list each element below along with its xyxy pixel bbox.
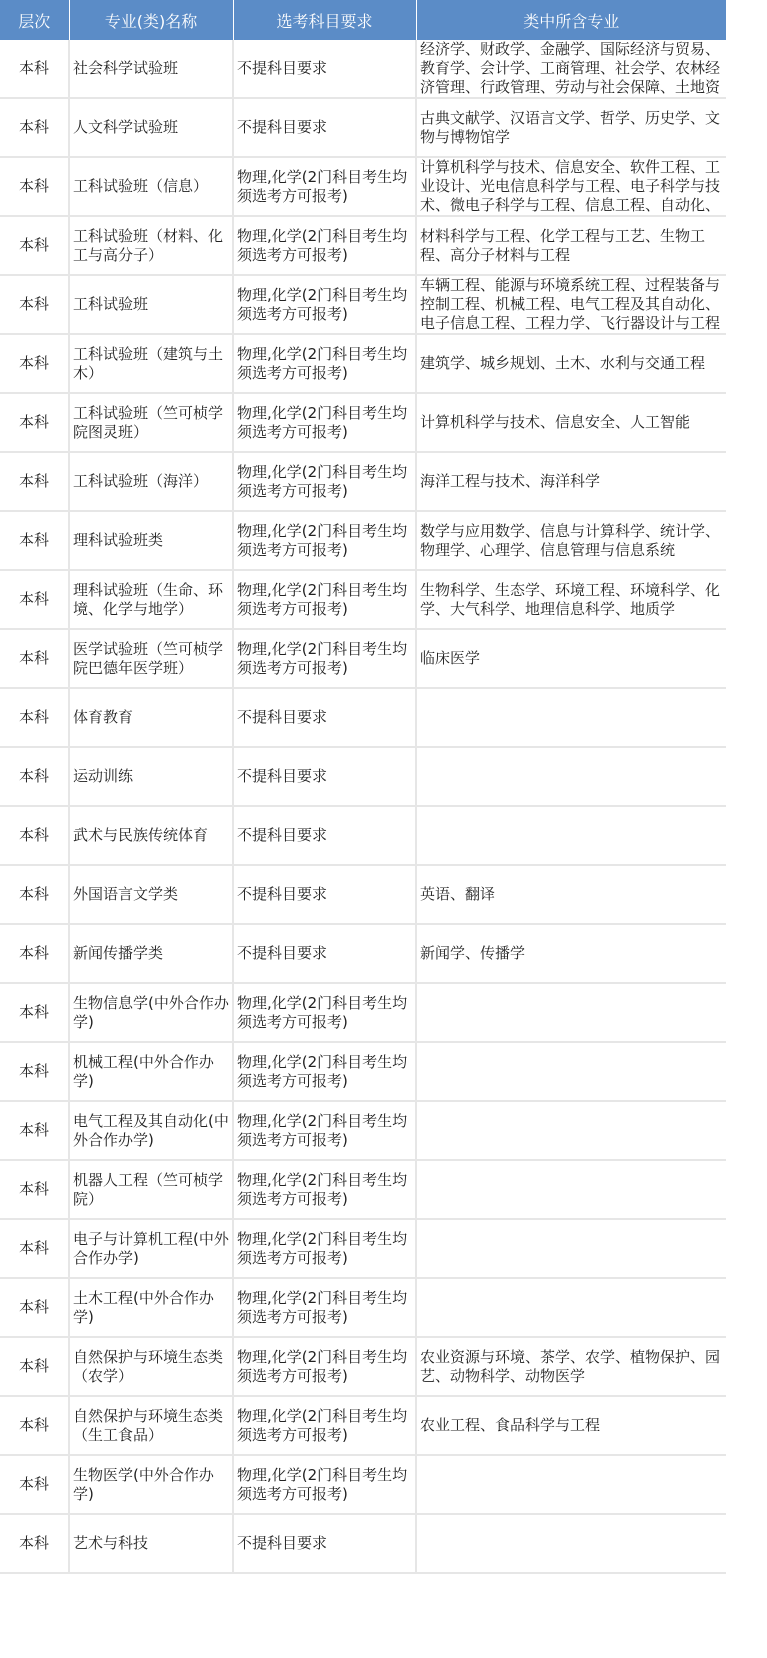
table-row bbox=[0, 688, 726, 747]
subject-requirement-cell bbox=[233, 688, 416, 747]
table-row bbox=[0, 1160, 726, 1219]
subject-requirement-cell-text: 物理,化学(2门科目考生均须选考方可报考) bbox=[237, 226, 408, 264]
major-name-cell bbox=[69, 806, 233, 865]
level-cell-text: 本科 bbox=[18, 295, 49, 313]
level-cell bbox=[0, 1337, 69, 1396]
table-row bbox=[0, 98, 726, 157]
major-name-cell bbox=[69, 1160, 233, 1219]
level-cell-text: 本科 bbox=[18, 236, 49, 254]
included-majors-cell bbox=[416, 806, 726, 865]
table-row bbox=[0, 216, 726, 275]
subject-requirement-cell-text: 物理,化学(2门科目考生均须选考方可报考) bbox=[237, 1347, 408, 1385]
subject-requirement-cell bbox=[233, 275, 416, 334]
subject-requirement-cell-text: 不提科目要求 bbox=[237, 708, 328, 726]
major-name-cell bbox=[69, 1455, 233, 1514]
header-level: 层次 bbox=[0, 0, 69, 40]
major-name-cell-text: 自然保护与环境生态类（生工食品） bbox=[73, 1406, 224, 1444]
included-majors-cell bbox=[416, 570, 726, 629]
major-name-cell bbox=[69, 334, 233, 393]
subject-requirement-cell-text: 物理,化学(2门科目考生均须选考方可报考) bbox=[237, 167, 408, 205]
subject-requirement-cell bbox=[233, 924, 416, 983]
included-majors-cell-text: 计算机科学与技术、信息安全、软件工程、工业设计、光电信息科学与工程、电子科学与技术、微电子科学与工程、信息工程、自动化、 bbox=[420, 158, 721, 214]
level-cell bbox=[0, 688, 69, 747]
major-name-cell bbox=[69, 1514, 233, 1573]
subject-requirement-cell bbox=[233, 806, 416, 865]
level-cell bbox=[0, 570, 69, 629]
level-cell-text: 本科 bbox=[18, 1416, 49, 1434]
subject-requirement-cell bbox=[233, 629, 416, 688]
major-name-cell bbox=[69, 1219, 233, 1278]
included-majors-cell bbox=[416, 157, 726, 216]
included-majors-cell bbox=[416, 1101, 726, 1160]
subject-requirement-cell bbox=[233, 1042, 416, 1101]
subject-requirement-cell-text: 物理,化学(2门科目考生均须选考方可报考) bbox=[237, 403, 408, 441]
level-cell-text: 本科 bbox=[18, 885, 49, 903]
table-row bbox=[0, 393, 726, 452]
major-name-cell bbox=[69, 865, 233, 924]
included-majors-cell bbox=[416, 865, 726, 924]
header-included-majors: 类中所含专业 bbox=[416, 0, 726, 40]
included-majors-cell-text: 数学与应用数学、信息与计算科学、统计学、物理学、心理学、信息管理与信息系统 bbox=[420, 521, 721, 559]
major-name-cell bbox=[69, 1337, 233, 1396]
subject-requirement-cell bbox=[233, 1101, 416, 1160]
included-majors-cell bbox=[416, 629, 726, 688]
included-majors-cell bbox=[416, 1455, 726, 1514]
table-row bbox=[0, 924, 726, 983]
table-row bbox=[0, 1101, 726, 1160]
included-majors-cell bbox=[416, 1337, 726, 1396]
included-majors-cell bbox=[416, 216, 726, 275]
table-row bbox=[0, 1455, 726, 1514]
major-name-cell bbox=[69, 983, 233, 1042]
major-name-cell-text: 工科试验班 bbox=[73, 295, 149, 313]
subject-requirement-cell-text: 物理,化学(2门科目考生均须选考方可报考) bbox=[237, 462, 408, 500]
major-name-cell-text: 工科试验班（建筑与土木） bbox=[73, 344, 224, 382]
included-majors-cell-text: 材料科学与工程、化学工程与工艺、生物工程、高分子材料与工程 bbox=[420, 226, 706, 264]
level-cell bbox=[0, 1101, 69, 1160]
major-name-cell-text: 土木工程(中外合作办学) bbox=[73, 1288, 214, 1326]
level-cell-text: 本科 bbox=[18, 1003, 49, 1021]
subject-requirement-cell bbox=[233, 452, 416, 511]
level-cell bbox=[0, 157, 69, 216]
major-name-cell bbox=[69, 1042, 233, 1101]
table-row bbox=[0, 806, 726, 865]
level-cell bbox=[0, 747, 69, 806]
major-name-cell bbox=[69, 688, 233, 747]
subject-requirement-cell bbox=[233, 511, 416, 570]
major-name-cell-text: 机械工程(中外合作办学) bbox=[73, 1052, 214, 1090]
level-cell bbox=[0, 629, 69, 688]
major-name-cell bbox=[69, 157, 233, 216]
major-name-cell-text: 新闻传播学类 bbox=[73, 944, 164, 962]
level-cell-text: 本科 bbox=[18, 1298, 49, 1316]
level-cell-text: 本科 bbox=[18, 1180, 49, 1198]
major-name-cell-text: 运动训练 bbox=[73, 767, 134, 785]
included-majors-cell bbox=[416, 98, 726, 157]
subject-requirement-cell-text: 不提科目要求 bbox=[237, 59, 328, 77]
subject-requirement-cell-text: 物理,化学(2门科目考生均须选考方可报考) bbox=[237, 1406, 408, 1444]
level-cell bbox=[0, 216, 69, 275]
major-name-cell-text: 工科试验班（竺可桢学院图灵班） bbox=[73, 403, 224, 441]
subject-requirement-cell-text: 物理,化学(2门科目考生均须选考方可报考) bbox=[237, 1170, 408, 1208]
level-cell-text: 本科 bbox=[18, 767, 49, 785]
subject-requirement-cell bbox=[233, 98, 416, 157]
subject-requirement-cell-text: 不提科目要求 bbox=[237, 118, 328, 136]
major-name-cell-text: 自然保护与环境生态类（农学） bbox=[73, 1347, 224, 1385]
major-name-cell-text: 社会科学试验班 bbox=[73, 59, 179, 77]
subject-requirement-cell bbox=[233, 393, 416, 452]
major-name-cell bbox=[69, 924, 233, 983]
included-majors-cell bbox=[416, 334, 726, 393]
level-cell-text: 本科 bbox=[18, 1239, 49, 1257]
table-row bbox=[0, 570, 726, 629]
subject-requirement-cell-text: 不提科目要求 bbox=[237, 826, 328, 844]
major-name-cell-text: 工科试验班（信息） bbox=[73, 177, 209, 195]
included-majors-cell-text: 农业资源与环境、茶学、农学、植物保护、园艺、动物科学、动物医学 bbox=[420, 1347, 721, 1385]
included-majors-cell-text: 经济学、财政学、金融学、国际经济与贸易、教育学、会计学、工商管理、社会学、农林经济管理、行政管理、劳动与社会保障、土地资 bbox=[420, 40, 721, 96]
level-cell-text: 本科 bbox=[18, 118, 49, 136]
subject-requirement-cell-text: 物理,化学(2门科目考生均须选考方可报考) bbox=[237, 1465, 408, 1503]
subject-requirement-cell bbox=[233, 1219, 416, 1278]
major-name-cell-text: 体育教育 bbox=[73, 708, 134, 726]
major-name-cell bbox=[69, 747, 233, 806]
included-majors-cell-text: 建筑学、城乡规划、土木、水利与交通工程 bbox=[420, 354, 706, 372]
level-cell bbox=[0, 1514, 69, 1573]
major-name-cell bbox=[69, 511, 233, 570]
subject-requirement-cell-text: 不提科目要求 bbox=[237, 944, 328, 962]
subject-requirement-cell bbox=[233, 570, 416, 629]
table-row bbox=[0, 983, 726, 1042]
major-name-cell bbox=[69, 452, 233, 511]
major-name-cell bbox=[69, 629, 233, 688]
major-name-cell-text: 理科试验班（生命、环境、化学与地学） bbox=[73, 580, 224, 618]
level-cell-text: 本科 bbox=[18, 1475, 49, 1493]
major-name-cell-text: 电子与计算机工程(中外合作办学) bbox=[73, 1229, 229, 1267]
level-cell bbox=[0, 511, 69, 570]
level-cell-text: 本科 bbox=[18, 472, 49, 490]
major-name-cell-text: 人文科学试验班 bbox=[73, 118, 179, 136]
level-cell bbox=[0, 334, 69, 393]
table-row bbox=[0, 1337, 726, 1396]
major-name-cell bbox=[69, 275, 233, 334]
level-cell-text: 本科 bbox=[18, 649, 49, 667]
level-cell-text: 本科 bbox=[18, 1357, 49, 1375]
level-cell-text: 本科 bbox=[18, 590, 49, 608]
table-row bbox=[0, 1219, 726, 1278]
table-row bbox=[0, 511, 726, 570]
major-name-cell bbox=[69, 1278, 233, 1337]
included-majors-cell bbox=[416, 1396, 726, 1455]
level-cell bbox=[0, 275, 69, 334]
included-majors-cell-text: 生物科学、生态学、环境工程、环境科学、化学、大气科学、地理信息科学、地质学 bbox=[420, 580, 721, 618]
major-name-cell bbox=[69, 98, 233, 157]
table-row bbox=[0, 865, 726, 924]
subject-requirement-cell bbox=[233, 1337, 416, 1396]
subject-requirement-cell-text: 物理,化学(2门科目考生均须选考方可报考) bbox=[237, 1052, 408, 1090]
table-row bbox=[0, 40, 726, 98]
table-row bbox=[0, 275, 726, 334]
included-majors-cell-text: 临床医学 bbox=[420, 649, 481, 667]
level-cell bbox=[0, 1219, 69, 1278]
subject-requirement-cell bbox=[233, 216, 416, 275]
level-cell-text: 本科 bbox=[18, 531, 49, 549]
table-row bbox=[0, 157, 726, 216]
major-name-cell bbox=[69, 40, 233, 98]
major-name-cell bbox=[69, 393, 233, 452]
level-cell-text: 本科 bbox=[18, 413, 49, 431]
included-majors-cell bbox=[416, 924, 726, 983]
subject-requirement-cell-text: 物理,化学(2门科目考生均须选考方可报考) bbox=[237, 521, 408, 559]
major-name-cell-text: 艺术与科技 bbox=[73, 1534, 149, 1552]
major-name-cell-text: 医学试验班（竺可桢学院巴德年医学班） bbox=[73, 639, 224, 677]
major-name-cell-text: 机器人工程（竺可桢学院） bbox=[73, 1170, 224, 1208]
level-cell bbox=[0, 40, 69, 98]
subject-requirement-cell-text: 物理,化学(2门科目考生均须选考方可报考) bbox=[237, 993, 408, 1031]
level-cell-text: 本科 bbox=[18, 1534, 49, 1552]
subject-requirement-cell bbox=[233, 157, 416, 216]
major-name-cell-text: 生物信息学(中外合作办学) bbox=[73, 993, 229, 1031]
included-majors-cell bbox=[416, 688, 726, 747]
major-name-cell-text: 电气工程及其自动化(中外合作办学) bbox=[73, 1111, 229, 1149]
level-cell-text: 本科 bbox=[18, 708, 49, 726]
subject-requirement-cell bbox=[233, 1396, 416, 1455]
major-name-cell bbox=[69, 1396, 233, 1455]
table-row bbox=[0, 1278, 726, 1337]
level-cell bbox=[0, 1396, 69, 1455]
included-majors-cell-text: 计算机科学与技术、信息安全、人工智能 bbox=[420, 413, 691, 431]
level-cell bbox=[0, 1160, 69, 1219]
level-cell bbox=[0, 983, 69, 1042]
level-cell-text: 本科 bbox=[18, 354, 49, 372]
level-cell-text: 本科 bbox=[18, 1121, 49, 1139]
level-cell bbox=[0, 1042, 69, 1101]
header-subject-requirement: 选考科目要求 bbox=[233, 0, 416, 40]
subject-requirement-cell-text: 物理,化学(2门科目考生均须选考方可报考) bbox=[237, 285, 408, 323]
level-cell-text: 本科 bbox=[18, 944, 49, 962]
major-name-cell-text: 生物医学(中外合作办学) bbox=[73, 1465, 214, 1503]
included-majors-cell bbox=[416, 747, 726, 806]
header-row bbox=[0, 0, 726, 40]
table-row bbox=[0, 334, 726, 393]
subject-requirement-cell bbox=[233, 40, 416, 98]
included-majors-cell-text: 新闻学、传播学 bbox=[420, 944, 526, 962]
included-majors-cell bbox=[416, 1160, 726, 1219]
table-row bbox=[0, 1514, 726, 1573]
included-majors-cell bbox=[416, 393, 726, 452]
included-majors-cell bbox=[416, 1219, 726, 1278]
level-cell bbox=[0, 98, 69, 157]
subject-requirement-cell-text: 不提科目要求 bbox=[237, 767, 328, 785]
subject-requirement-cell-text: 不提科目要求 bbox=[237, 885, 328, 903]
header-major-name: 专业(类)名称 bbox=[69, 0, 233, 40]
included-majors-cell bbox=[416, 1514, 726, 1573]
table-row bbox=[0, 1042, 726, 1101]
included-majors-cell bbox=[416, 1278, 726, 1337]
included-majors-cell-text: 农业工程、食品科学与工程 bbox=[420, 1416, 601, 1434]
major-name-cell-text: 理科试验班类 bbox=[73, 531, 164, 549]
major-name-cell-text: 外国语言文学类 bbox=[73, 885, 179, 903]
level-cell-text: 本科 bbox=[18, 177, 49, 195]
major-name-cell bbox=[69, 216, 233, 275]
table-row bbox=[0, 629, 726, 688]
included-majors-cell bbox=[416, 452, 726, 511]
subject-requirement-cell-text: 物理,化学(2门科目考生均须选考方可报考) bbox=[237, 344, 408, 382]
subject-requirement-cell-text: 物理,化学(2门科目考生均须选考方可报考) bbox=[237, 1111, 408, 1149]
subject-requirement-cell bbox=[233, 865, 416, 924]
level-cell bbox=[0, 452, 69, 511]
subject-requirement-cell bbox=[233, 1160, 416, 1219]
major-name-cell bbox=[69, 570, 233, 629]
table-row bbox=[0, 747, 726, 806]
subject-requirement-cell bbox=[233, 983, 416, 1042]
level-cell bbox=[0, 865, 69, 924]
level-cell bbox=[0, 1278, 69, 1337]
major-name-cell bbox=[69, 1101, 233, 1160]
subject-requirement-cell bbox=[233, 334, 416, 393]
included-majors-cell bbox=[416, 983, 726, 1042]
included-majors-cell bbox=[416, 511, 726, 570]
subject-requirement-cell bbox=[233, 1278, 416, 1337]
included-majors-cell-text: 车辆工程、能源与环境系统工程、过程装备与控制工程、机械工程、电气工程及其自动化、电子信息工程、工程力学、飞行器设计与工程 bbox=[420, 276, 721, 332]
level-cell bbox=[0, 393, 69, 452]
included-majors-cell-text: 海洋工程与技术、海洋科学 bbox=[420, 472, 601, 490]
subject-requirement-cell-text: 物理,化学(2门科目考生均须选考方可报考) bbox=[237, 639, 408, 677]
level-cell bbox=[0, 806, 69, 865]
subject-requirement-cell-text: 不提科目要求 bbox=[237, 1534, 328, 1552]
subject-requirement-cell-text: 物理,化学(2门科目考生均须选考方可报考) bbox=[237, 580, 408, 618]
table-row bbox=[0, 452, 726, 511]
included-majors-cell bbox=[416, 1042, 726, 1101]
level-cell-text: 本科 bbox=[18, 59, 49, 77]
included-majors-cell-text: 古典文献学、汉语言文学、哲学、历史学、文物与博物馆学 bbox=[420, 108, 721, 146]
included-majors-cell-text: 英语、翻译 bbox=[420, 885, 496, 903]
subject-requirement-cell bbox=[233, 1455, 416, 1514]
major-name-cell-text: 工科试验班（材料、化工与高分子） bbox=[73, 226, 224, 264]
table-row bbox=[0, 1396, 726, 1455]
included-majors-cell bbox=[416, 40, 726, 98]
subject-requirement-cell-text: 物理,化学(2门科目考生均须选考方可报考) bbox=[237, 1288, 408, 1326]
level-cell-text: 本科 bbox=[18, 826, 49, 844]
level-cell bbox=[0, 1455, 69, 1514]
included-majors-cell bbox=[416, 275, 726, 334]
subject-requirement-cell-text: 物理,化学(2门科目考生均须选考方可报考) bbox=[237, 1229, 408, 1267]
subject-requirement-cell bbox=[233, 747, 416, 806]
level-cell-text: 本科 bbox=[18, 1062, 49, 1080]
subject-requirement-cell bbox=[233, 1514, 416, 1573]
major-name-cell-text: 武术与民族传统体育 bbox=[73, 826, 209, 844]
level-cell bbox=[0, 924, 69, 983]
major-name-cell-text: 工科试验班（海洋） bbox=[73, 472, 209, 490]
